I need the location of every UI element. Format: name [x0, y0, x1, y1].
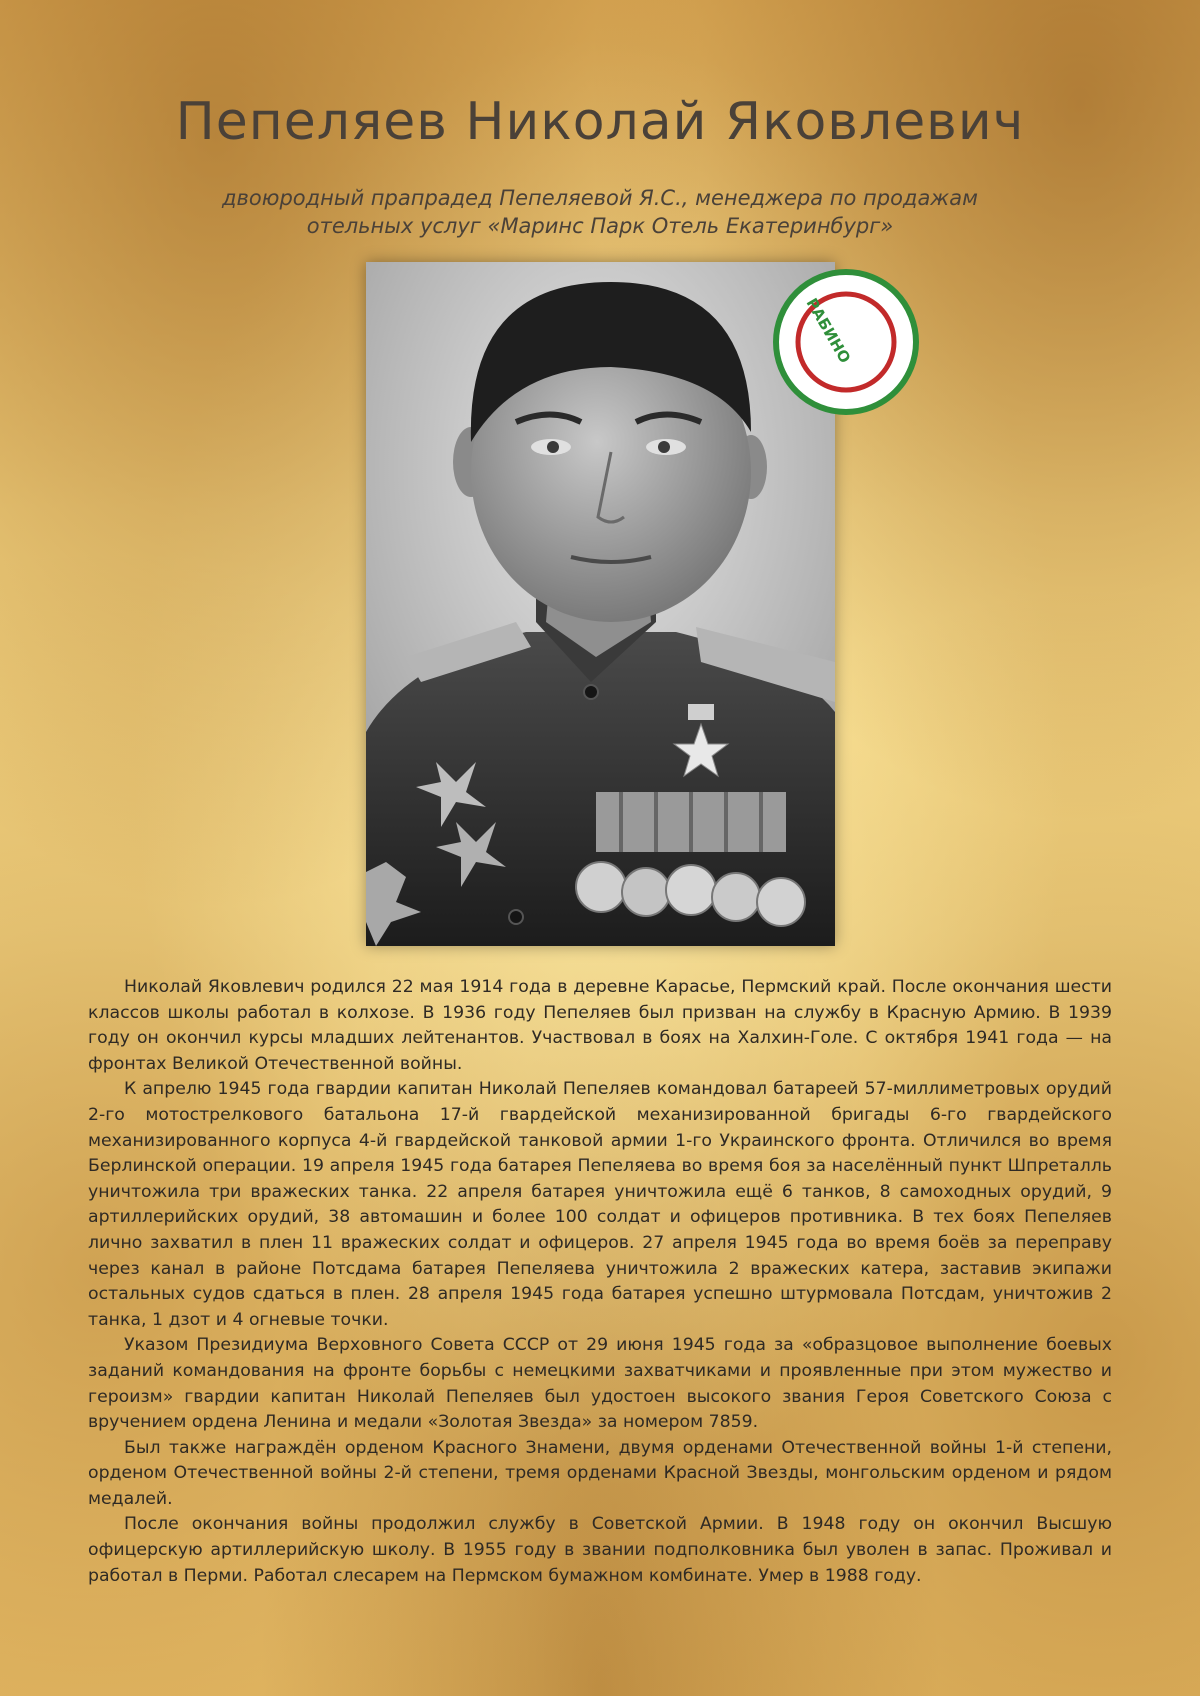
subtitle — [100, 184, 1100, 240]
bio-paragraph-4: Был также награждён орденом Красного Знамени, двумя орденами Отечественной войны 1-й степени, орденом Отечественной войны 2-й степени, тремя орденами Красной Звезды, монгольским орденом и рядом медалей. — [88, 1437, 1112, 1509]
bio-paragraph-5: После окончания войны продолжил службу в Советской Армии. В 1948 году он окончил Высшую офицерскую артиллерийскую школу. В 1955 году в звании подполковника был уволен в запас. Проживал и работал в Перми. Работал слесарем на Пермском бумажном комбинате. Умер в 1988 году. — [88, 1514, 1112, 1586]
subtitle-line-1: двоюродный прапрадед Пепеляевой Я.С., менеджера по продажам — [222, 186, 978, 210]
medal-ribbons — [596, 792, 786, 852]
biography-text — [88, 975, 1112, 1589]
bio-paragraph-3: Указом Президиума Верховного Совета СССР от 29 июня 1945 года за «образцовое выполнение боевых заданий командования на фронте борьбы с немецкими захватчиками и проявленные при этом мужество и героизм» гвардии капитан Николай Пепеляев был удостоен высокого звания Героя Советского Союза с вручением ордена Ленина и медали «Золотая Звезда» за номером 7859. — [88, 1335, 1112, 1433]
subtitle-line-2: отельных услуг «Маринс Парк Отель Екатеринбург» — [306, 214, 894, 238]
stamp-text: РАБИНО — [802, 295, 855, 367]
page-title: Пепеляев Николай Яковлевич — [175, 92, 1025, 152]
stamp-logo — [776, 272, 916, 412]
portrait-photo — [366, 262, 855, 946]
bio-paragraph-1: Николай Яковлевич родился 22 мая 1914 года в деревне Карасье, Пермский край. После окончания шести классов школы работал в колхозе. В 1936 году Пепеляев был призван на службу в Красную Армию. В 1939 году он окончил курсы младших лейтенантов. Участвовал в боях на Халхин-Голе. С октября 1941 года — на фронтах Великой Отечественной войны. — [88, 977, 1112, 1074]
bio-paragraph-2: К апрелю 1945 года гвардии капитан Николай Пепеляев командовал батареей 57-миллиметровых орудий 2-го мотострелкового батальона 17-й гвардейской механизированной бригады 6-го гвардейского механизированного корпуса 4-й гвардейской танковой армии 1-го Украинского фронта. Отличился во время Берлинской операции. 19 апреля 1945 года батарея Пепеляева во время боя за населённый пункт Шпреталль уничтожила три вражеских танка. 22 апреля батарея уничтожила ещё 6 танков, 8 самоходных орудий, 9 артиллерийских орудий, 38 автомашин и более 100 солдат и офицеров противника. В тех боях Пепеляев лично захватил в плен 11 вражеских солдат и офицеров. 27 апреля 1945 года во время боёв за переправу через канал в районе Потсдама батарея Пепеляева уничтожила 2 вражеских катера, заставив экипажи остальных судов сдаться в плен. 28 апреля 1945 года батарея успешно штурмовала Потсдам, уничтожив 2 танка, 1 дзот и 4 огневые точки. — [88, 1079, 1112, 1330]
